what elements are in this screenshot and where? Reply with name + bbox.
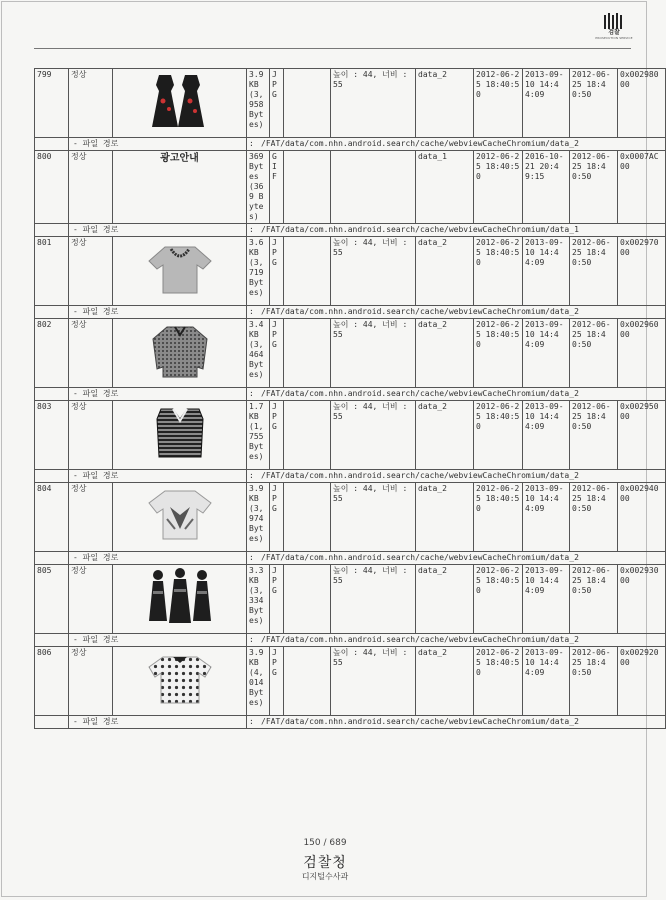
header-rule (34, 48, 631, 49)
record-blank (284, 237, 331, 306)
record-path-value (247, 388, 666, 401)
record-path-value (247, 470, 666, 483)
record-cache: data_2 (416, 401, 474, 470)
path-separator: : (249, 471, 254, 480)
record-offset: 0x00297000 (618, 237, 666, 306)
record-cache: data_2 (416, 483, 474, 552)
record-type: JPG (270, 69, 284, 138)
record-thumbnail (113, 647, 247, 716)
file-path: /FAT/data/com.nhn.android.search/cache/webviewCacheChromium/data_2 (261, 307, 579, 316)
path-separator: : (249, 635, 254, 644)
record-number: 803 (35, 401, 69, 470)
record-blank (284, 565, 331, 634)
record-path-label: - 파일 경로 (69, 716, 247, 729)
path-separator: : (249, 717, 254, 726)
record-offset: 0x00295000 (618, 401, 666, 470)
record-path-label: - 파일 경로 (69, 224, 247, 237)
record-path-value (247, 634, 666, 647)
record-path-value (247, 138, 666, 151)
record-accessed-time: 2013-09-10 14:44:09 (523, 565, 570, 634)
record-size: 3.9 KB (3,958 Bytes) (247, 69, 270, 138)
record-blank (284, 647, 331, 716)
record-row (35, 69, 666, 138)
record-thumbnail (113, 151, 247, 224)
three-dress-models-image (113, 565, 246, 633)
records-table (34, 68, 666, 729)
record-modified-time: 2012-06-25 18:40:50 (570, 647, 618, 716)
record-created-time: 2012-06-25 18:40:50 (474, 319, 523, 388)
record-cache: data_2 (416, 69, 474, 138)
record-status: 정상 (69, 401, 113, 470)
record-size: 3.9 KB (3,974 Bytes) (247, 483, 270, 552)
record-dimension: 높이 : 44, 너비 : 55 (331, 647, 416, 716)
record-accessed-time: 2013-09-10 14:44:09 (523, 319, 570, 388)
record-created-time: 2012-06-25 18:40:50 (474, 151, 523, 224)
record-row (35, 151, 666, 224)
record-cache: data_2 (416, 565, 474, 634)
record-status: 정상 (69, 69, 113, 138)
record-offset: 0x00296000 (618, 319, 666, 388)
record-thumbnail (113, 319, 247, 388)
record-size: 369 Bytes (369 Bytes) (247, 151, 270, 224)
record-path-row (35, 138, 666, 151)
record-blank (284, 483, 331, 552)
record-status: 정상 (69, 319, 113, 388)
file-path: /FAT/data/com.nhn.android.search/cache/webviewCacheChromium/data_1 (261, 225, 579, 234)
record-created-time: 2012-06-25 18:40:50 (474, 237, 523, 306)
record-modified-time: 2012-06-25 18:40:50 (570, 69, 618, 138)
record-thumbnail (113, 483, 247, 552)
record-blank (284, 151, 331, 224)
record-path-spacer (35, 388, 69, 401)
file-path: /FAT/data/com.nhn.android.search/cache/webviewCacheChromium/data_2 (261, 553, 579, 562)
record-status: 정상 (69, 565, 113, 634)
record-modified-time: 2012-06-25 18:40:50 (570, 151, 618, 224)
record-path-row (35, 388, 666, 401)
record-number: 805 (35, 565, 69, 634)
record-modified-time: 2012-06-25 18:40:50 (570, 237, 618, 306)
record-path-label: - 파일 경로 (69, 552, 247, 565)
record-dimension: 높이 : 44, 너비 : 55 (331, 69, 416, 138)
record-created-time: 2012-06-25 18:40:50 (474, 565, 523, 634)
record-thumbnail (113, 401, 247, 470)
agency-name: 검찰청 (303, 855, 347, 871)
record-blank (284, 69, 331, 138)
file-path: /FAT/data/com.nhn.android.search/cache/webviewCacheChromium/data_2 (261, 139, 579, 148)
file-path: /FAT/data/com.nhn.android.search/cache/webviewCacheChromium/data_2 (261, 471, 579, 480)
thumbnail-text: 광고안내 (160, 153, 199, 164)
record-type: JPG (270, 483, 284, 552)
record-row (35, 319, 666, 388)
page-number: 150 / 689 (303, 838, 347, 848)
logo-name: 검찰 (608, 29, 620, 36)
record-status: 정상 (69, 647, 113, 716)
record-size: 1.7 KB (1,755 Bytes) (247, 401, 270, 470)
record-path-row (35, 306, 666, 319)
record-accessed-time: 2013-09-10 14:44:09 (523, 69, 570, 138)
record-path-row (35, 552, 666, 565)
record-cache: data_2 (416, 237, 474, 306)
record-path-spacer (35, 716, 69, 729)
record-path-spacer (35, 470, 69, 483)
record-cache: data_1 (416, 151, 474, 224)
record-offset: 0x00293000 (618, 565, 666, 634)
record-row (35, 237, 666, 306)
record-path-label: - 파일 경로 (69, 138, 247, 151)
record-type: JPG (270, 565, 284, 634)
record-created-time: 2012-06-25 18:40:50 (474, 69, 523, 138)
record-path-row (35, 634, 666, 647)
record-accessed-time: 2013-09-10 14:44:09 (523, 401, 570, 470)
polka-dot-shirt-image (113, 647, 246, 715)
logo-subtitle: PROSECUTION SERVICE (595, 36, 633, 40)
record-status: 정상 (69, 151, 113, 224)
record-number: 801 (35, 237, 69, 306)
record-thumbnail (113, 237, 247, 306)
record-modified-time: 2012-06-25 18:40:50 (570, 483, 618, 552)
record-created-time: 2012-06-25 18:40:50 (474, 401, 523, 470)
record-path-value (247, 552, 666, 565)
record-dimension: 높이 : 44, 너비 : 55 (331, 237, 416, 306)
record-cache: data_2 (416, 647, 474, 716)
record-path-spacer (35, 634, 69, 647)
graphic-tshirt-image (113, 483, 246, 551)
prosecution-emblem-icon (603, 13, 625, 29)
record-dimension: 높이 : 44, 너비 : 55 (331, 319, 416, 388)
record-type: JPG (270, 319, 284, 388)
record-offset: 0x00292000 (618, 647, 666, 716)
record-modified-time: 2012-06-25 18:40:50 (570, 401, 618, 470)
path-separator: : (249, 553, 254, 562)
prosecution-logo (594, 13, 634, 47)
ad-banner-text-image (113, 151, 246, 223)
record-path-value (247, 716, 666, 729)
record-status: 정상 (69, 237, 113, 306)
record-thumbnail (113, 565, 247, 634)
striped-vest-image (113, 401, 246, 469)
record-type: JPG (270, 237, 284, 306)
record-path-row (35, 224, 666, 237)
record-status: 정상 (69, 483, 113, 552)
file-path: /FAT/data/com.nhn.android.search/cache/webviewCacheChromium/data_2 (261, 717, 579, 726)
record-path-row (35, 470, 666, 483)
division-name: 디지털수사과 (301, 872, 349, 881)
path-separator: : (249, 139, 254, 148)
record-offset: 0x00294000 (618, 483, 666, 552)
record-dimension: 높이 : 44, 너비 : 55 (331, 483, 416, 552)
record-offset: 0x0007AC00 (618, 151, 666, 224)
record-path-spacer (35, 224, 69, 237)
record-type: JPG (270, 401, 284, 470)
record-path-label: - 파일 경로 (69, 470, 247, 483)
record-path-value (247, 224, 666, 237)
path-separator: : (249, 225, 254, 234)
file-path: /FAT/data/com.nhn.android.search/cache/webviewCacheChromium/data_2 (261, 389, 579, 398)
record-dimension (331, 151, 416, 224)
record-number: 806 (35, 647, 69, 716)
record-modified-time: 2012-06-25 18:40:50 (570, 565, 618, 634)
path-separator: : (249, 389, 254, 398)
record-row (35, 565, 666, 634)
record-accessed-time: 2013-09-10 14:44:09 (523, 237, 570, 306)
record-path-spacer (35, 306, 69, 319)
record-offset: 0x00298000 (618, 69, 666, 138)
record-path-row (35, 716, 666, 729)
record-row (35, 401, 666, 470)
record-accessed-time: 2013-09-10 14:44:09 (523, 647, 570, 716)
path-separator: : (249, 307, 254, 316)
record-number: 800 (35, 151, 69, 224)
record-type: GIF (270, 151, 284, 224)
record-type: JPG (270, 647, 284, 716)
record-number: 799 (35, 69, 69, 138)
record-size: 3.9 KB (4,014 Bytes) (247, 647, 270, 716)
record-path-label: - 파일 경로 (69, 388, 247, 401)
record-size: 3.6 KB (3,719 Bytes) (247, 237, 270, 306)
record-path-value (247, 306, 666, 319)
record-path-label: - 파일 경로 (69, 306, 247, 319)
grey-top-necklace-image (113, 237, 246, 305)
record-number: 804 (35, 483, 69, 552)
record-dimension: 높이 : 44, 너비 : 55 (331, 565, 416, 634)
record-dimension: 높이 : 44, 너비 : 55 (331, 401, 416, 470)
record-path-spacer (35, 552, 69, 565)
record-modified-time: 2012-06-25 18:40:50 (570, 319, 618, 388)
patterned-blouse-image (113, 319, 246, 387)
record-row (35, 647, 666, 716)
record-cache: data_2 (416, 319, 474, 388)
file-path: /FAT/data/com.nhn.android.search/cache/webviewCacheChromium/data_2 (261, 635, 579, 644)
record-accessed-time: 2016-10-21 20:49:15 (523, 151, 570, 224)
record-blank (284, 319, 331, 388)
record-created-time: 2012-06-25 18:40:50 (474, 647, 523, 716)
record-size: 3.4 KB (3,464 Bytes) (247, 319, 270, 388)
record-row (35, 483, 666, 552)
record-accessed-time: 2013-09-10 14:44:09 (523, 483, 570, 552)
record-thumbnail (113, 69, 247, 138)
record-path-label: - 파일 경로 (69, 634, 247, 647)
record-path-spacer (35, 138, 69, 151)
record-size: 3.3 KB (3,334 Bytes) (247, 565, 270, 634)
record-number: 802 (35, 319, 69, 388)
two-black-dresses-image (113, 69, 246, 137)
record-created-time: 2012-06-25 18:40:50 (474, 483, 523, 552)
record-blank (284, 401, 331, 470)
